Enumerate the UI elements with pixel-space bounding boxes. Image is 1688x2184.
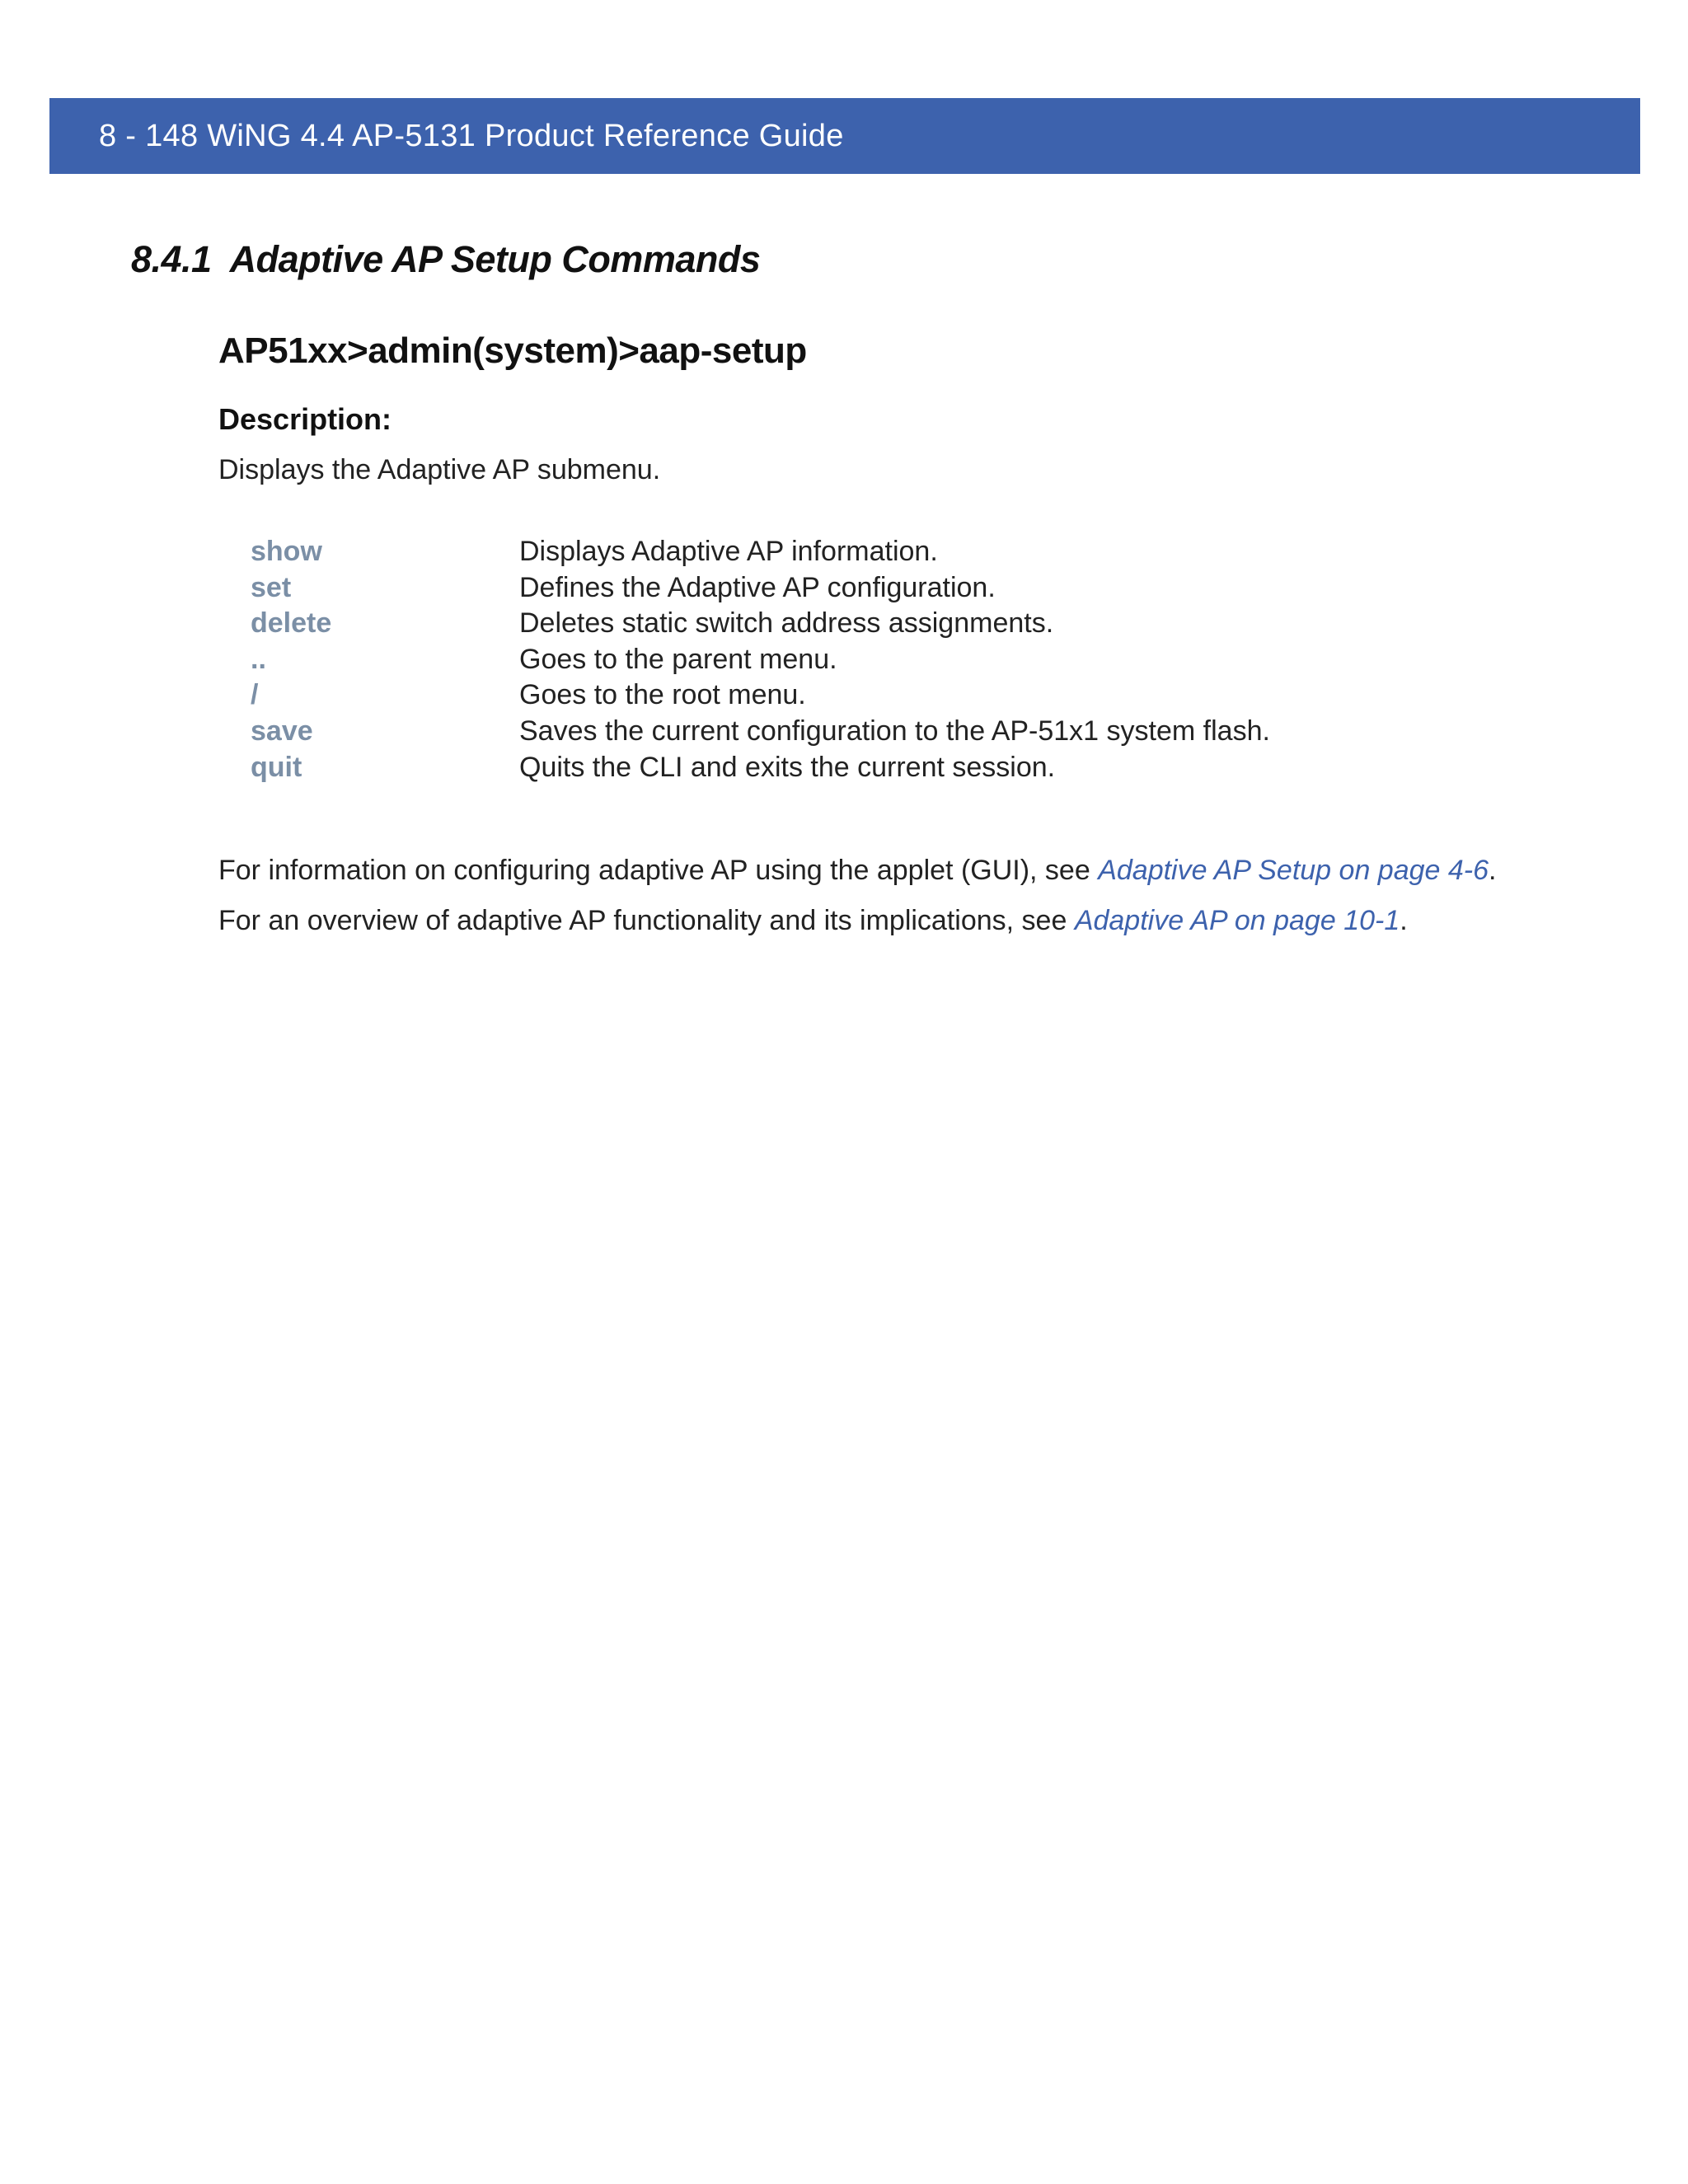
command-name: quit [251,751,302,783]
gui-info-paragraph [218,851,1496,890]
command-name: / [251,679,259,711]
page-header-text: 8 - 148 WiNG 4.4 AP-5131 Product Reference Guide [99,119,844,153]
command-name: save [251,715,313,747]
command-row [251,713,1569,749]
command-description: Quits the CLI and exits the current session. [519,751,1056,783]
section-title: Adaptive AP Setup Commands [229,238,761,280]
adaptive-ap-setup-link[interactable]: Adaptive AP Setup on page 4-6 [1098,855,1489,886]
command-row [251,605,1569,641]
command-description: Goes to the root menu. [519,679,806,711]
overview-info-text: For an overview of adaptive AP functionality and its implications, see [218,905,1075,936]
command-description: Defines the Adaptive AP configuration. [519,571,996,603]
command-description: Deletes static switch address assignments. [519,607,1054,640]
command-name: show [251,536,322,567]
command-row [251,749,1569,785]
command-description: Goes to the parent menu. [519,643,837,675]
command-name: .. [251,643,266,675]
command-description: Saves the current configuration to the AP-51x1 system flash. [519,715,1270,747]
description-text: Displays the Adaptive AP submenu. [218,454,661,485]
page-header-bar [49,98,1640,174]
command-table [251,533,1569,785]
command-name: delete [251,607,332,640]
adaptive-ap-overview-link[interactable]: Adaptive AP on page 10-1 [1074,905,1400,936]
gui-info-end: . [1489,855,1497,886]
command-name: set [251,571,292,603]
description-label: Description: [218,402,392,436]
command-title: AP51xx>admin(system)>aap-setup [218,330,807,371]
section-number: 8.4.1 [131,238,212,280]
overview-info-end: . [1400,905,1408,936]
gui-info-text: For information on configuring adaptive AP using the applet (GUI), see [218,855,1099,886]
command-description: Displays Adaptive AP information. [519,536,938,567]
overview-info-paragraph [218,901,1408,940]
command-row [251,533,1569,569]
section-heading [131,235,760,284]
command-row [251,677,1569,713]
command-row [251,641,1569,677]
command-row [251,569,1569,606]
